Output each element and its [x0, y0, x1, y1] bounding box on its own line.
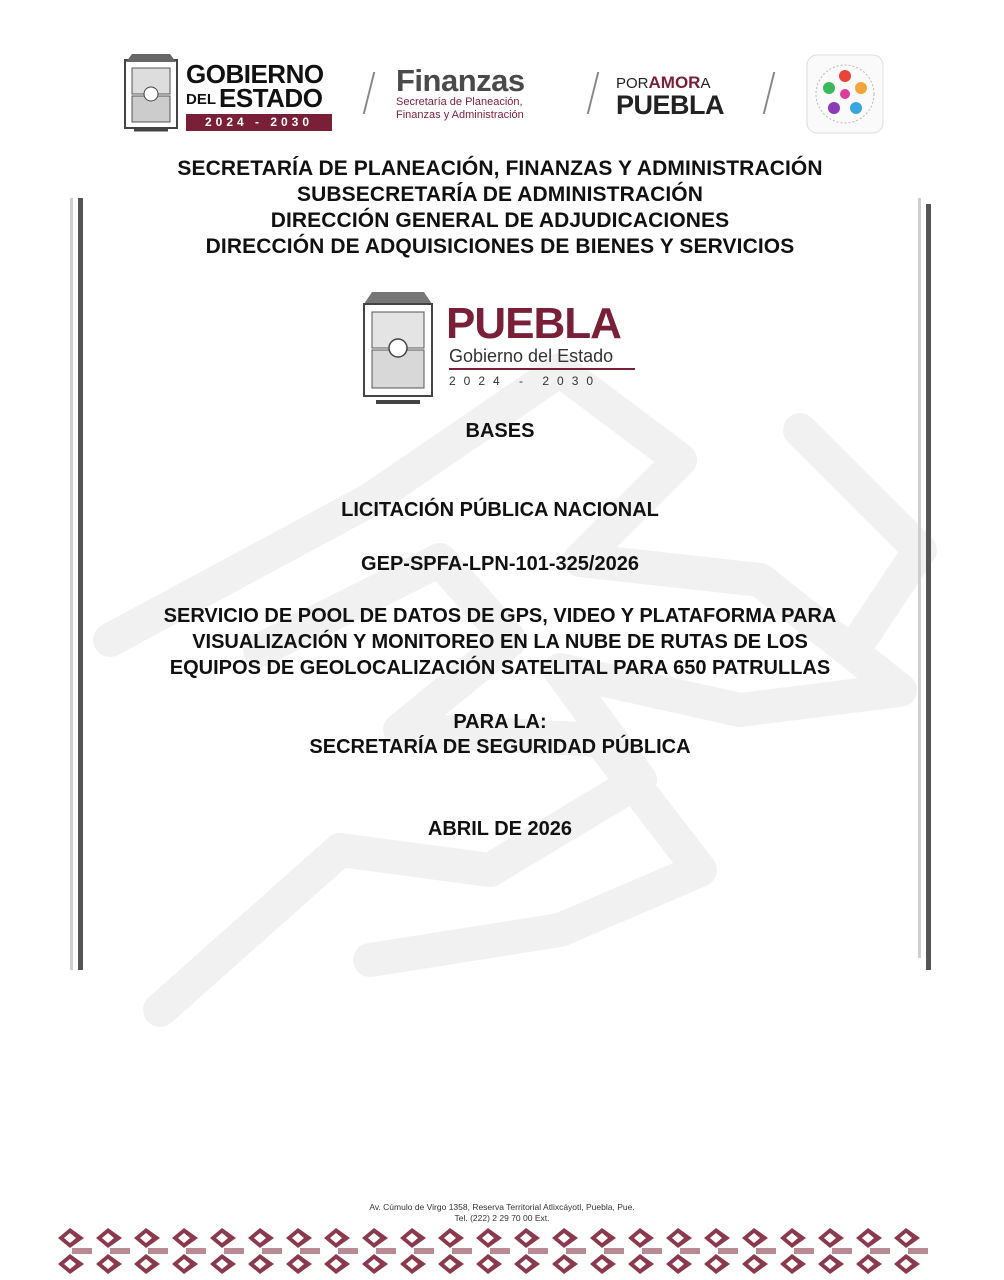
footer-phone: Tel. (222) 2 29 70 00 Ext.	[454, 1213, 550, 1223]
licitacion-heading: LICITACIÓN PÚBLICA NACIONAL	[341, 499, 659, 521]
service-line-1: SERVICIO DE POOL DE DATOS DE GPS, VIDEO Y PLATAFORMA PARA	[163, 605, 837, 627]
decorative-pattern-strip	[56, 1226, 946, 1276]
service-line-2: VISUALIZACIÓN Y MONITOREO EN LA NUBE DE RUTAS DE LOS	[192, 631, 808, 653]
puebla-word: PUEBLA	[446, 299, 621, 348]
right-border-bar	[926, 204, 931, 970]
finanzas-sub-2: Finanzas y Administración	[396, 109, 524, 121]
title-line-4: DIRECCIÓN DE ADQUISICIONES DE BIENES Y SERVICIOS	[205, 235, 795, 258]
amor-word: AMOR	[648, 73, 701, 92]
left-border-bar	[78, 198, 83, 970]
equality-seal-icon	[806, 54, 884, 134]
service-line-3: EQUIPOS DE GEOLOCALIZACIÓN SATELITAL PARA 650 PATRULLAS	[169, 657, 831, 679]
gobierno-word: GOBIERNO	[186, 59, 324, 89]
header-logos	[122, 52, 892, 142]
por-amor-puebla-logo	[616, 73, 756, 120]
del-word: DEL	[186, 91, 216, 108]
licitacion-code: GEP-SPFA-LPN-101-325/2026	[361, 553, 639, 575]
estado-word: ESTADO	[219, 83, 323, 113]
title-line-1: SECRETARÍA DE PLANEACIÓN, FINANZAS Y ADMINISTRACIÓN	[177, 157, 823, 180]
finanzas-logo	[396, 63, 576, 122]
footer-address-line: Av. Cúmulo de Virgo 1358, Reserva Territorial Atlixcáyotl, Puebla, Pue.	[369, 1202, 635, 1212]
gobierno-years: 2024 - 2030	[186, 114, 332, 131]
logo-underline	[449, 368, 635, 370]
state-seal-icon	[122, 52, 180, 136]
footer-address	[0, 1202, 1004, 1224]
gobierno-del-estado: Gobierno del Estado	[449, 346, 614, 366]
title-line-3: DIRECCIÓN GENERAL DE ADJUDICACIONES	[270, 209, 730, 232]
secretaria-seguridad: SECRETARÍA DE SEGURIDAD PÚBLICA	[309, 736, 691, 758]
header-divider-1	[363, 72, 375, 114]
right-border-shadow	[918, 198, 921, 958]
document-date: ABRIL DE 2026	[427, 818, 573, 840]
institution-titles	[80, 156, 920, 260]
puebla-gobierno-logo	[360, 290, 640, 412]
finanzas-sub-1: Secretaría de Planeación,	[396, 96, 523, 108]
para-la: PARA LA:	[453, 711, 547, 733]
service-description	[90, 603, 910, 681]
finanzas-title: Finanzas	[396, 63, 525, 98]
puebla-word-small: PUEBLA	[616, 90, 725, 120]
state-seal-icon	[360, 290, 436, 410]
puebla-years: 2024 - 2030	[449, 374, 602, 388]
header-divider-2	[587, 72, 599, 114]
a-word: A	[700, 75, 711, 92]
header-divider-3	[763, 72, 775, 114]
por-word: POR	[616, 75, 649, 92]
title-line-2: SUBSECRETARÍA DE ADMINISTRACIÓN	[297, 183, 703, 206]
bases-heading: BASES	[465, 420, 535, 442]
left-border-shadow	[70, 198, 73, 970]
gobierno-estado-logo	[186, 59, 338, 131]
